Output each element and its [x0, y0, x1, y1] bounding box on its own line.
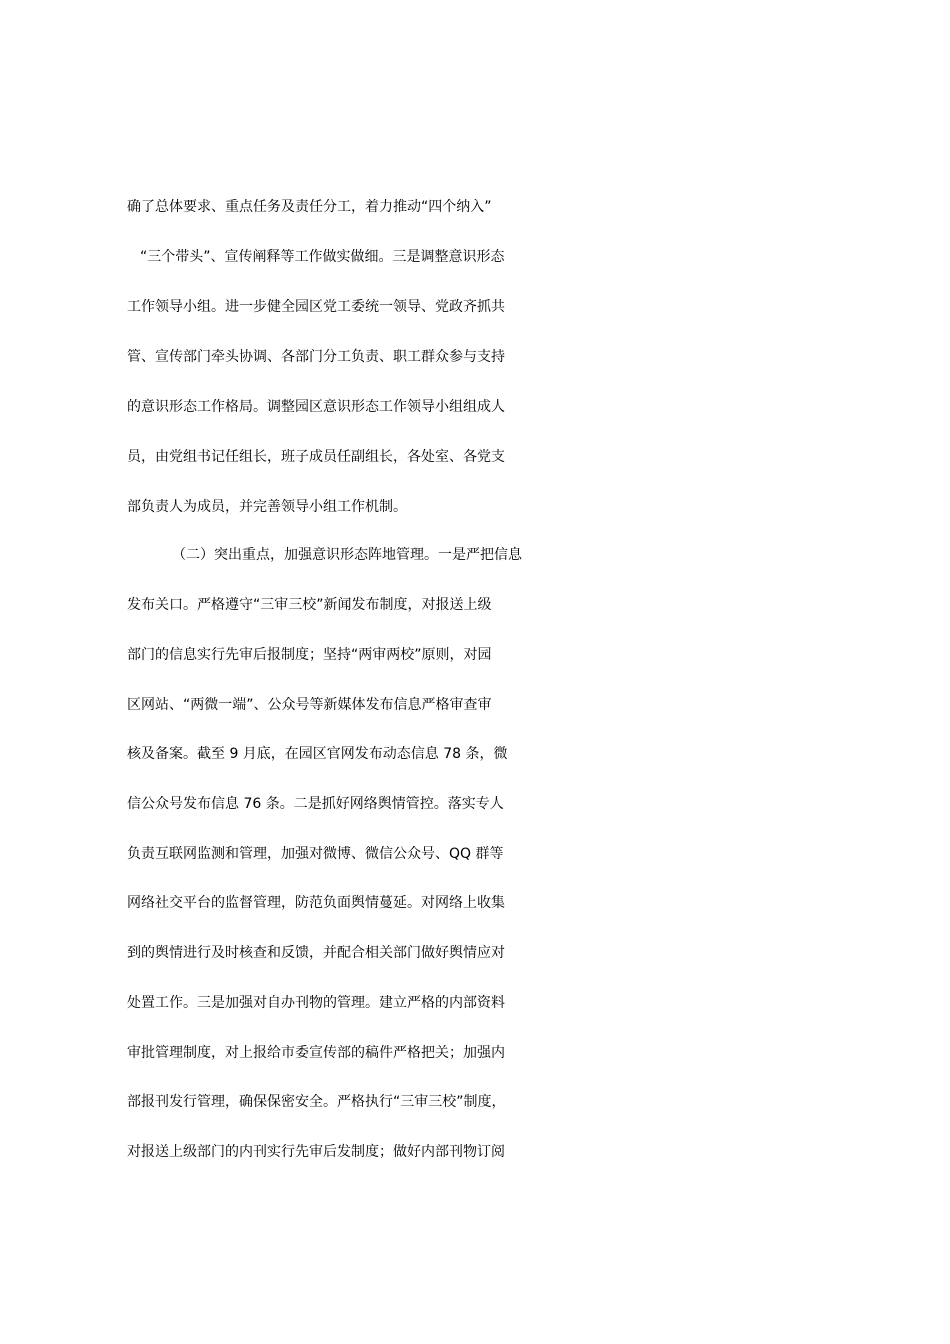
text-line-10: 部门的信息实行先审后报制度；坚持“两审两校”原则，对园 — [127, 647, 492, 663]
text-line-20: 对报送上级部门的内刊实行先审后发制度；做好内部刊物订阅 — [127, 1144, 505, 1160]
text-line-16: 到的舆情进行及时核查和反馈，并配合相关部门做好舆情应对 — [127, 945, 505, 961]
text-line-17: 处置工作。三是加强对自办刊物的管理。建立严格的内部资料 — [127, 995, 505, 1011]
text-line-4: 管、宣传部门牵头协调、各部门分工负责、职工群众参与支持 — [127, 349, 505, 365]
text-line-9: 发布关口。严格遵守“三审三校”新闻发布制度，对报送上级 — [127, 597, 492, 613]
text-line-12: 核及备案。截至 9 月底，在园区官网发布动态信息 78 条，微 — [127, 746, 508, 762]
text-line-18: 审批管理制度，对上报给市委宣传部的稿件严格把关；加强内 — [127, 1045, 505, 1061]
text-line-19: 部报刊发行管理，确保保密安全。严格执行“三审三校”制度， — [127, 1094, 506, 1110]
text-line-6: 员，由党组书记任组长，班子成员任副组长，各处室、各党支 — [127, 449, 505, 465]
text-line-7: 部负责人为成员，并完善领导小组工作机制。 — [127, 499, 407, 515]
text-line-15: 网络社交平台的监督管理，防范负面舆情蔓延。对网络上收集 — [127, 895, 505, 911]
text-line-1: 确了总体要求、重点任务及责任分工，着力推动“四个纳入” — [127, 199, 492, 215]
text-line-5: 的意识形态工作格局。调整园区意识形态工作领导小组组成人 — [127, 399, 505, 415]
text-line-2: “三个带头”、宣传阐释等工作做实做细。三是调整意识形态 — [140, 249, 505, 265]
text-line-13: 信公众号发布信息 76 条。二是抓好网络舆情管控。落实专人 — [127, 796, 504, 812]
text-line-3: 工作领导小组。进一步健全园区党工委统一领导、党政齐抓共 — [127, 299, 505, 315]
paragraph-heading-line: （二）突出重点，加强意识形态阵地管理。一是严把信息 — [172, 547, 522, 563]
text-line-14: 负责互联网监测和管理，加强对微博、微信公众号、QQ 群等 — [127, 846, 504, 862]
text-line-11: 区网站、“两微一端”、公众号等新媒体发布信息严格审查审 — [127, 697, 492, 713]
